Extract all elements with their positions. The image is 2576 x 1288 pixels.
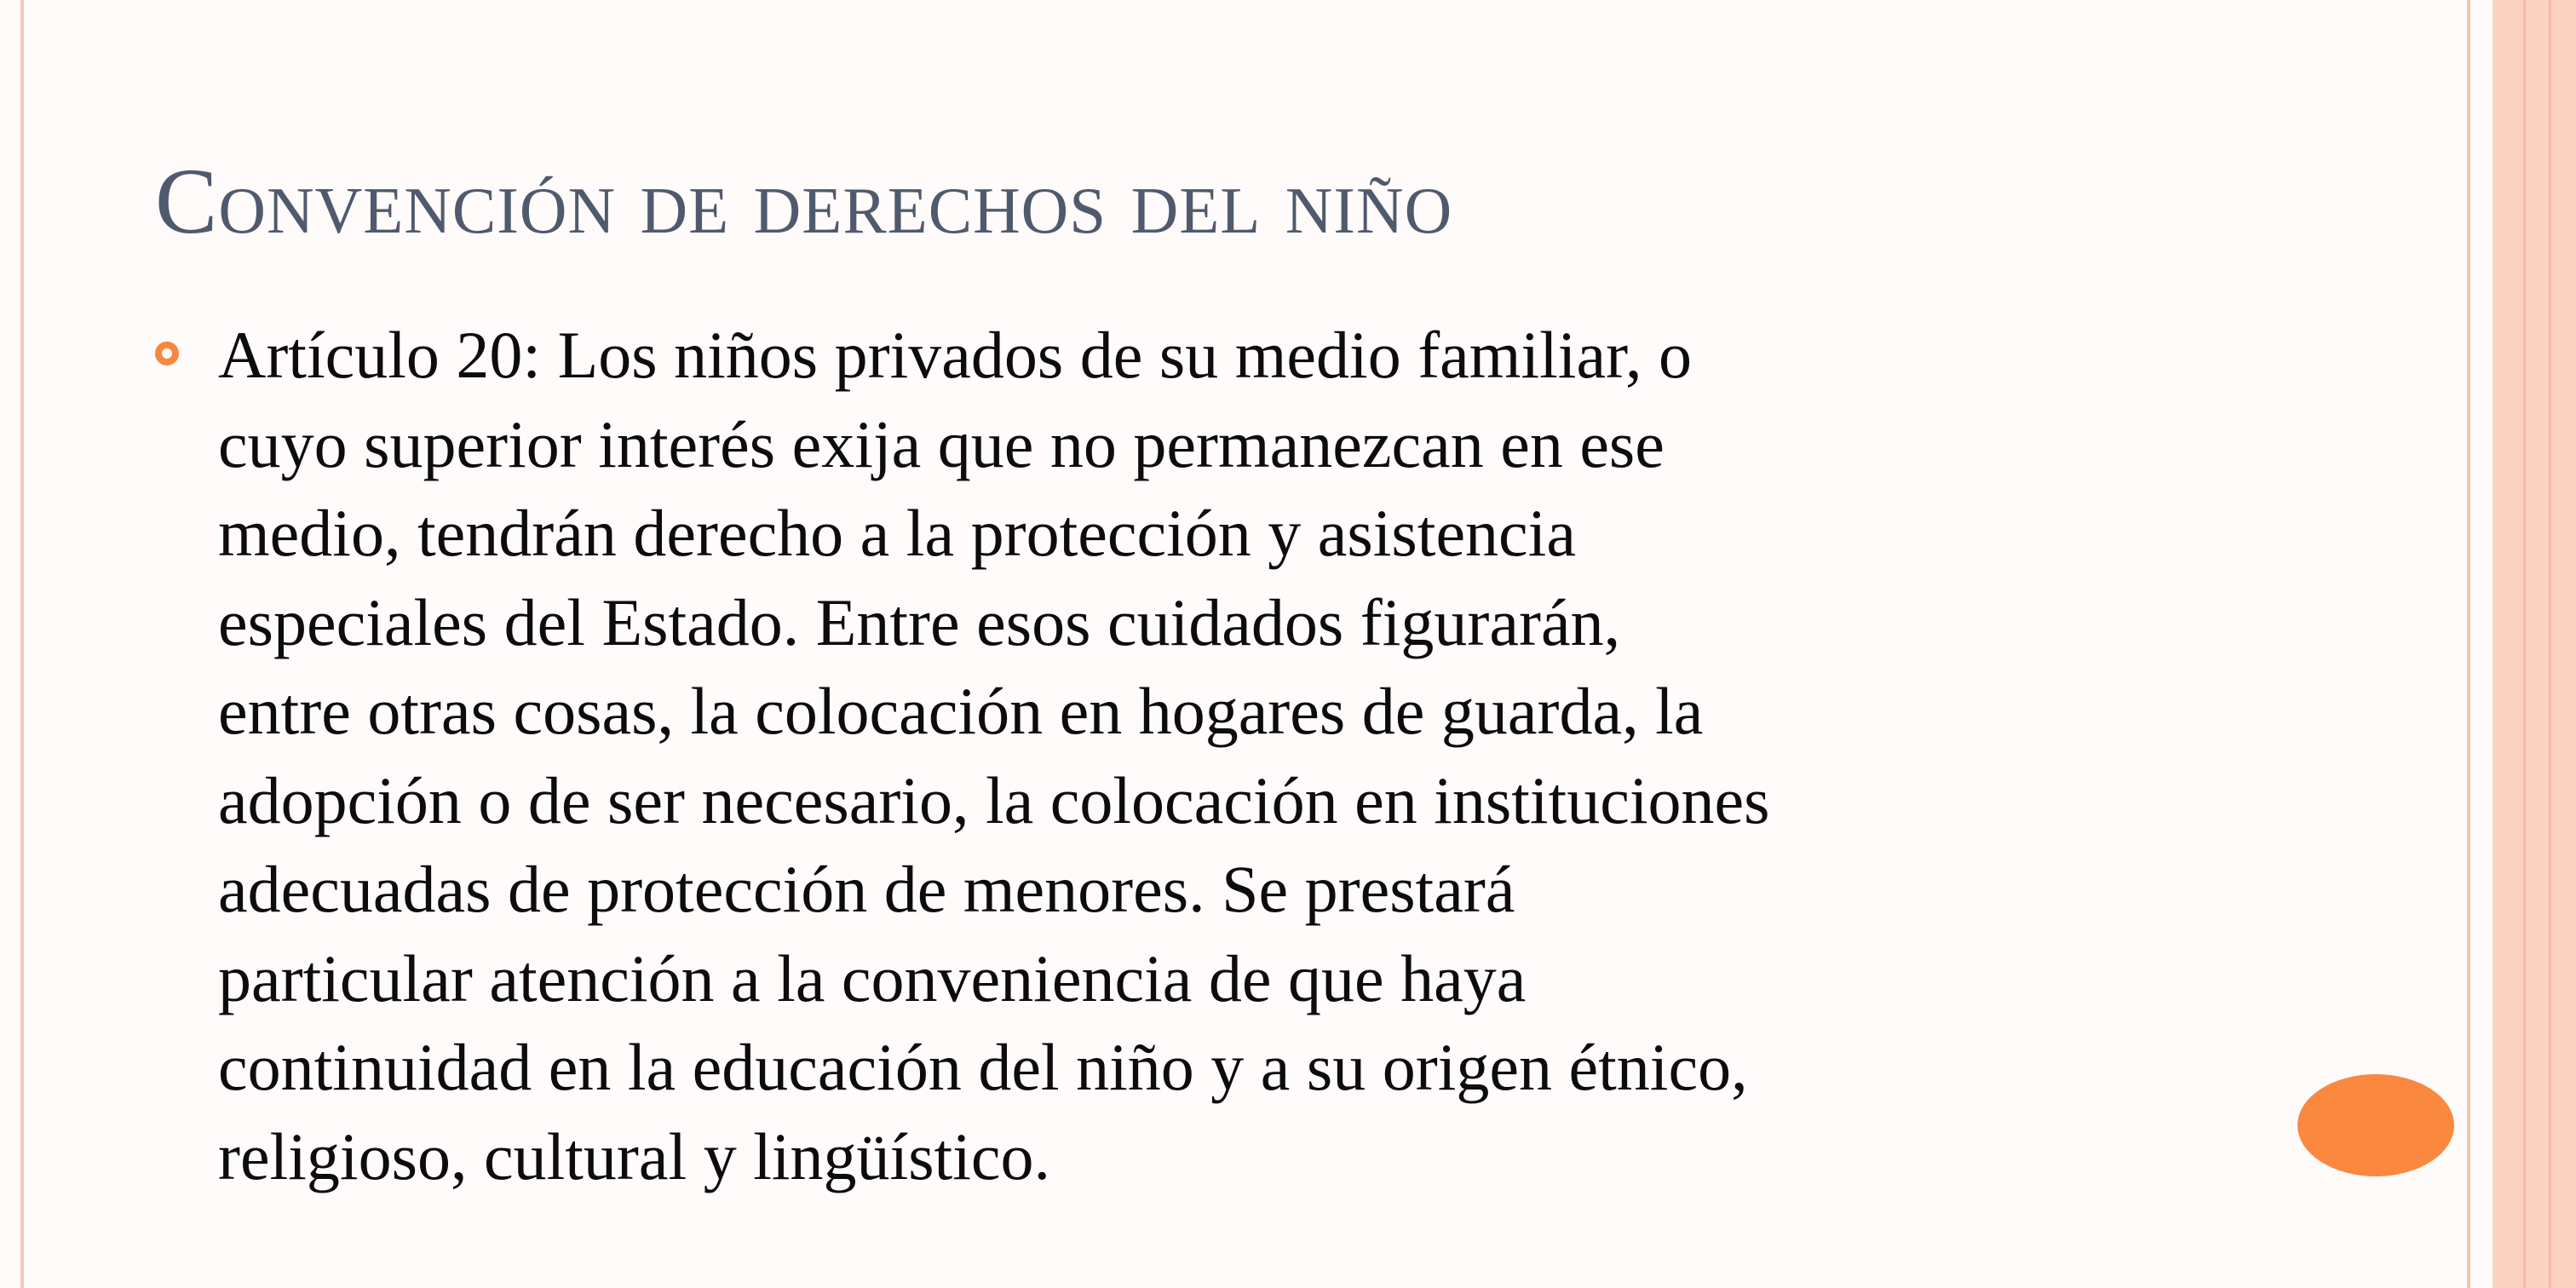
bullet-text-line: especiales del Estado. Entre esos cuidados figurarán,: [218, 584, 1621, 659]
slide-title: Convención de derechos del niño: [155, 149, 1453, 253]
right-band-stripe: [2523, 0, 2526, 1288]
bullet-text-line: cuyo superior interés exija que no permanezcan en ese: [218, 406, 1665, 481]
bullet-circle-icon: [155, 342, 179, 365]
bullet-text-line: adecuadas de protección de menores. Se prestará: [218, 852, 1515, 926]
decorative-orange-circle: [2297, 1074, 2454, 1176]
left-border-line: [20, 0, 24, 1288]
right-border-line: [2467, 0, 2470, 1288]
bullet-text: [218, 311, 2348, 1201]
right-band-stripe: [2549, 0, 2551, 1288]
bullet-text-line: Artículo 20: Los niños privados de su medio familiar, o: [218, 318, 1692, 392]
bullet-text-line: medio, tendrán derecho a la protección y asistencia: [218, 496, 1576, 570]
right-decorative-band: [2493, 0, 2576, 1288]
bullet-text-line: continuidad en la educación del niño y a su origen étnico,: [218, 1030, 1748, 1104]
bullet-text-line: particular atención a la conveniencia de que haya: [218, 940, 1527, 1015]
bullet-text-line: entre otras cosas, la colocación en hogares de guarda, la: [218, 674, 1704, 748]
bullet-text-line: religioso, cultural y lingüístico.: [218, 1118, 1051, 1193]
bullet-text-line: adopción o de ser necesario, la colocación en instituciones: [218, 762, 1770, 837]
